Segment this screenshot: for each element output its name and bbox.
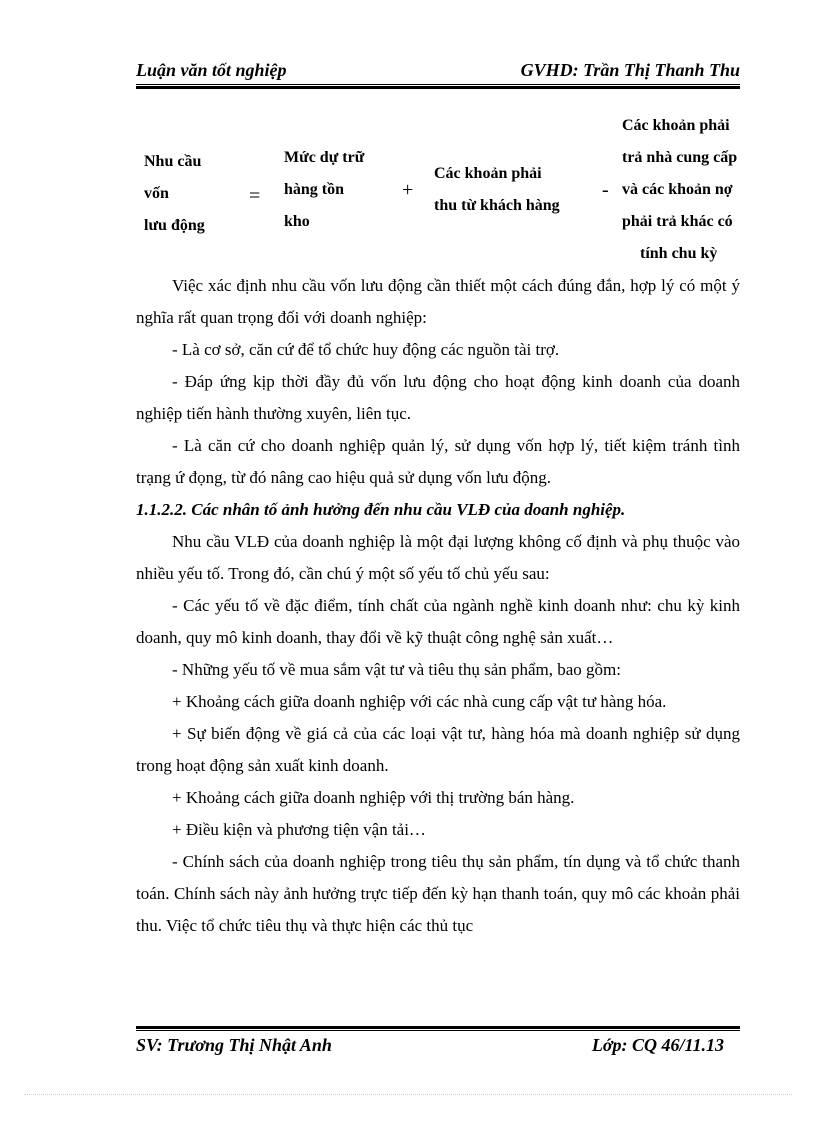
formula-term-payables (622, 110, 737, 270)
paragraph: - Những yếu tố về mua sắm vật tư và tiêu thụ sản phẩm, bao gồm: (172, 660, 622, 679)
header-title: Luận văn tốt nghiệp (136, 60, 287, 80)
header-rule (136, 84, 740, 89)
formula-line: tính chu kỳ (640, 245, 718, 262)
paragraph: - Là cơ sở, căn cứ để tổ chức huy động các nguồn tài trợ. (172, 340, 560, 359)
formula-line: thu từ khách hàng (434, 197, 560, 214)
paragraph: Việc xác định nhu cầu vốn lưu động cần thiết một cách đúng đắn, hợp lý có một ý nghĩa rất quan trọng đối với doanh nghiệp: (136, 276, 740, 327)
paragraph: - Các yếu tố về đặc điểm, tính chất của ngành nghề kinh doanh như: chu kỳ kinh doanh, quy mô kinh doanh, thay đổi về kỹ thuật công nghệ sản xuất… (136, 596, 740, 647)
formula-line: Nhu cầu (144, 153, 202, 170)
formula-line: Các khoản phải (622, 117, 730, 134)
paragraph: + Điều kiện và phương tiện vận tải… (172, 820, 426, 839)
paragraph: + Sự biến động về giá cả của các loại vật tư, hàng hóa mà doanh nghiệp sử dụng trong hoạt động sản xuất kinh doanh. (136, 724, 740, 775)
section-heading: 1.1.2.2. Các nhân tố ảnh hưởng đến nhu cầu VLĐ của doanh nghiệp. (136, 500, 626, 519)
page-footer (136, 1035, 724, 1059)
working-capital-formula (136, 110, 766, 270)
footer-rule (136, 1026, 740, 1031)
formula-line: hàng tồn (284, 181, 345, 198)
paragraph: - Là căn cứ cho doanh nghiệp quản lý, sử dụng vốn hợp lý, tiết kiệm tránh tình trạng ứ đọng, từ đó nâng cao hiệu quả sử dụng vốn lưu động. (136, 436, 740, 487)
formula-line: phải trả khác có (622, 213, 733, 230)
page-boundary (24, 1094, 792, 1095)
formula-plus-sign: + (402, 179, 414, 201)
formula-line: Các khoản phải (434, 165, 542, 182)
formula-line: và các khoản nợ (622, 181, 733, 198)
paragraph: Nhu cầu VLĐ của doanh nghiệp là một đại lượng không cố định và phụ thuộc vào nhiều yếu tố. Trong đó, cần chú ý một số yếu tố chủ yếu sau: (136, 532, 740, 583)
paragraph: + Khoảng cách giữa doanh nghiệp với các nhà cung cấp vật tư hàng hóa. (172, 692, 667, 711)
paragraph: - Chính sách của doanh nghiệp trong tiêu thụ sản phẩm, tín dụng và tổ chức thanh toán. Chính sách này ảnh hưởng trực tiếp đến kỳ hạn thanh toán, quy mô các khoản phải thu. Việc tổ chức tiêu thụ và thực hiện các thủ tục (136, 852, 740, 935)
body-text (136, 270, 740, 942)
formula-line: lưu động (144, 217, 205, 234)
footer-class: Lớp: CQ 46/11.13 (591, 1035, 724, 1055)
formula-term-working-capital-need (144, 146, 205, 242)
formula-term-receivables (434, 158, 560, 222)
formula-line: Mức dự trữ (284, 149, 365, 166)
formula-minus-sign: - (602, 179, 609, 201)
formula-line: vốn (144, 185, 169, 202)
paragraph: - Đáp ứng kịp thời đầy đủ vốn lưu động cho hoạt động kinh doanh của doanh nghiệp tiến hành thường xuyên, liên tục. (136, 372, 740, 423)
formula-term-inventory (284, 142, 364, 238)
footer-student: SV: Trương Thị Nhật Anh (136, 1035, 332, 1055)
formula-equals-sign: = (249, 185, 261, 207)
formula-line: trả nhà cung cấp (622, 149, 738, 166)
header-advisor: GVHD: Trần Thị Thanh Thu (520, 60, 740, 80)
page-header (136, 60, 740, 84)
paragraph: + Khoảng cách giữa doanh nghiệp với thị trường bán hàng. (172, 788, 575, 807)
formula-line: kho (284, 213, 310, 230)
